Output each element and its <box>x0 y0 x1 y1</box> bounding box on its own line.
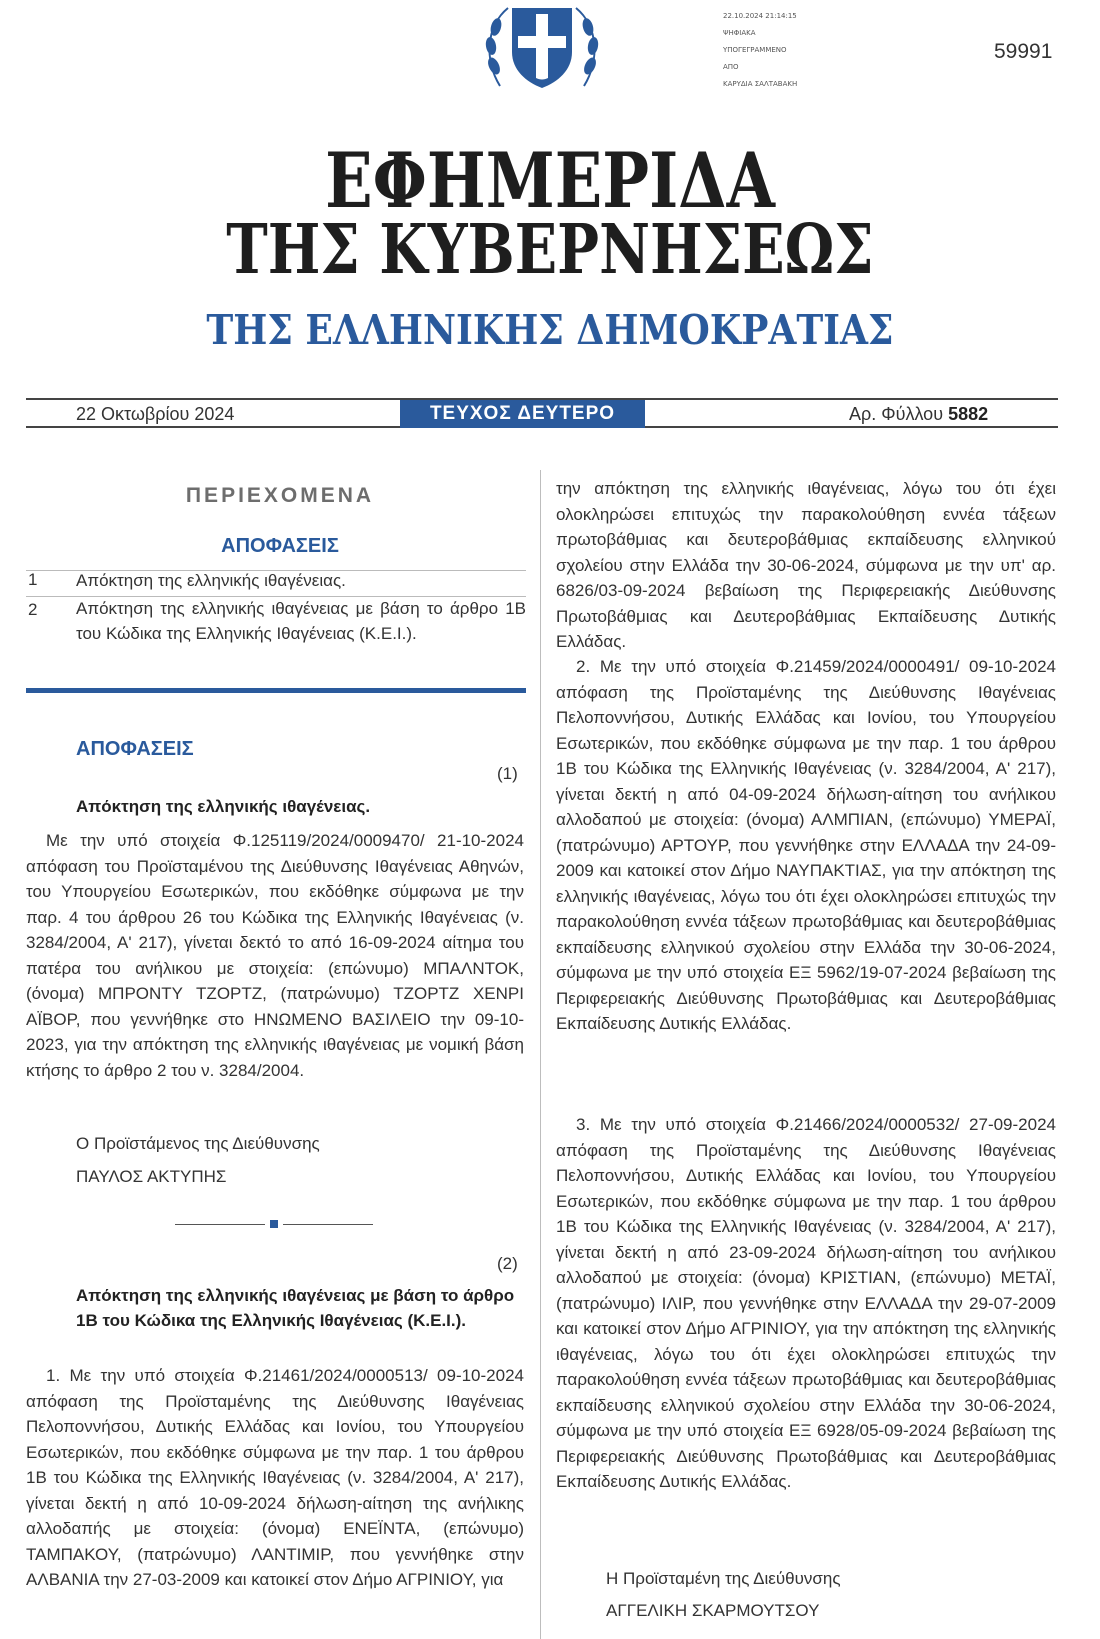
separator-dot <box>270 1220 278 1228</box>
decision-2-paragraph-3: 3. Με την υπό στοιχεία Φ.21466/2024/0000532/ 27-09-2024 απόφαση της Προϊσταμένης της Διεύθυνσης Ιθαγένειας Πελοποννήσου, Δυτικής Ελλάδας και Ιονίου, του Υπουργείου Εσωτερικών, που εκδόθηκε σύμφωνα με την παρ. 1 του άρθρου 1Β του Κώδικα της Ελληνικής Ιθαγένειας (ν. 3284/2004, Α' 217), γίνεται δεκτή η από 23-09-2024 δήλωση-αίτηση του ανήλικου αλλοδαπού με στοιχεία: (όνομα) ΚΡΙΣΤΙΑΝ, (επώνυμο) ΜΕΤΑΪ, (πατρώνυμο) ΙΛΙΡ, που γεννήθηκε στην ΕΛΛΑΔΑ την 29-07-2009 και κατοικεί στον Δήμο ΑΓΡΙΝΙΟΥ, για την απόκτηση της ελληνικής ιθαγένειας, λόγω του ότι έχει ολοκληρώσει επιτυχώς την παρακολούθηση εννέα τάξεων πρωτοβάθμιας και δευτεροβάθμιας εκπαίδευσης ελληνικού σχολείου στην Ελλάδα την 30-06-2024, σύμφωνα με την υπό στοιχεία ΕΞ 6928/05-09-2024 βεβαίωση της Περιφερειακής Διεύθυνσης Πρωτοβάθμιας και Δευτεροβάθμιας Εκπαίδευσης Δυτικής Ελλάδας. <box>556 1115 1056 1491</box>
gazette-title-line3: ΤΗΣ ΕΛΛΗΝΙΚΗΣ ΔΗΜΟΚΡΑΤΙΑΣ <box>206 306 894 354</box>
greek-coat-of-arms-icon <box>478 0 606 92</box>
toc-item-link[interactable]: Απόκτηση της ελληνικής ιθαγένειας με βάση το άρθρο 1Β του Κώδικα της Ελληνικής Ιθαγένειας (Κ.Ε.Ι.). <box>76 599 526 643</box>
decision-2-signer-title: Η Προϊσταμένη της Διεύθυνσης <box>606 1569 841 1588</box>
decision-1-body: Με την υπό στοιχεία Φ.125119/2024/0009470/ 21-10-2024 απόφαση του Προϊσταμένου της Διεύθυνσης Ιθαγένειας Αθηνών, του Υπουργείου Εσωτερικών, που εκδόθηκε σύμφωνα με την παρ. 4 του άρθρου 26 του Κώδικα της Ελληνικής Ιθαγένειας (ν. 3284/2004, Α' 217), γίνεται δεκτό το από 16-09-2024 αίτημα του πατέρα του ανήλικου με στοιχεία: (επώνυμο) ΜΠΑΛΝΤΟΚ, (όνομα) ΜΠΡΟΝΤΥ ΤΖΟΡΤΖ, (πατρώνυμο) ΤΖΟΡΤΖ ΧΕΝΡΙ ΑΪΒΟΡ, που γεννήθηκε στο ΗΝΩΜΕΝΟ ΒΑΣΙΛΕΙΟ την 09-10-2023, για την απόκτηση της ελληνικής ιθαγένειας με νομική βάση κτήσης το άρθρο 2 του ν. 3284/2004. <box>26 831 524 1080</box>
contents-bottom-rule <box>26 688 526 693</box>
toc-item-link[interactable]: Απόκτηση της ελληνικής ιθαγένειας. <box>76 571 346 590</box>
decision-1-title: Απόκτηση της ελληνικής ιθαγένειας. <box>76 797 371 816</box>
decision-2-signer-name: ΑΓΓΕΛΙΚΗ ΣΚΑΡΜΟΥΤΣΟΥ <box>606 1601 820 1620</box>
stamp-line: ΥΠΟΓΕΓΡΑΜΜΕΝΟ <box>723 46 787 54</box>
separator-line-left <box>175 1224 265 1225</box>
stamp-line: ΑΠΟ <box>723 63 739 71</box>
issue-date: 22 Οκτωβρίου 2024 <box>76 404 235 424</box>
decision-1-ref: (1) <box>497 764 518 783</box>
decision-2-ref: (2) <box>497 1254 518 1273</box>
decision-2-title: Απόκτηση της ελληνικής ιθαγένειας με βάση το άρθρο 1Β του Κώδικα της Ελληνικής Ιθαγένειας (Κ.Ε.Ι.). <box>76 1286 515 1330</box>
decision-2-paragraph-2: 2. Με την υπό στοιχεία Φ.21459/2024/0000491/ 09-10-2024 απόφαση της Προϊσταμένης της Διεύθυνσης Ιθαγένειας Πελοποννήσου, Δυτικής Ελλάδας και Ιονίου, του Υπουργείου Εσωτερικών, που εκδόθηκε σύμφωνα με την παρ. 1 του άρθρου 1Β του Κώδικα της Ελληνικής Ιθαγένειας (ν. 3284/2004, Α' 217), γίνεται δεκτή η από 04-09-2024 δήλωση-αίτηση του ανήλικου αλλοδαπού με στοιχεία: (όνομα) ΑΛΜΠΙΑΝ, (επώνυμο) ΥΜΕΡΑΪ, (πατρώνυμο) ΑΡΤΟΥΡ, που γεννήθηκε στην ΕΛΛΑΔΑ την 24-09-2009 και κατοικεί στον Δήμο ΝΑΥΠΑΚΤΙΑΣ, για την απόκτηση της ελληνικής ιθαγένειας, λόγω του ότι έχει ολοκληρώσει επιτυχώς την παρακολούθηση εννέα τάξεων πρωτοβάθμιας και δευτεροβάθμιας εκπαίδευσης ελληνικού σχολείου στην Ελλάδα την 30-06-2024, σύμφωνα με την υπό στοιχεία ΕΞ 5962/19-07-2024 βεβαίωση της Περιφερειακής Διεύθυνσης Πρωτοβάθμιας και Δευτεροβάθμιας Εκπαίδευσης Δυτικής Ελλάδας. <box>556 657 1056 1033</box>
digital-signature-stamp <box>723 8 797 93</box>
gazette-title-line2: ΤΗΣ ΚΥΒΕΡΝΗΣΕΩΣ <box>226 210 874 290</box>
column-divider <box>540 470 541 1639</box>
issue-label: ΤΕΥΧΟΣ ΔΕΥΤΕΡΟ <box>400 400 645 428</box>
sheet-number <box>849 404 988 425</box>
contents-heading: ΠΕΡΙΕΧΟΜΕΝΑ <box>185 484 375 507</box>
toc-item-number: 1 <box>28 570 38 589</box>
stamp-line: ΚΑΡΥΔΙΑ ΣΑΛΤΑΒΑΚΗ <box>723 80 798 88</box>
decision-2-paragraph-1: 1. Με την υπό στοιχεία Φ.21461/2024/0000513/ 09-10-2024 απόφαση της Προϊσταμένης της Διεύθυνσης Ιθαγένειας Πελοποννήσου, Δυτικής Ελλάδας και Ιονίου, του Υπουργείου Εσωτερικών, που εκδόθηκε σύμφωνα με την παρ. 1 του άρθρου 1Β του Κώδικα της Ελληνικής Ιθαγένειας (ν. 3284/2004, Α' 217), γίνεται δεκτή η από 10-09-2024 δήλωση-αίτηση της ανήλικης αλλοδαπής με στοιχεία: (όνομα) ΕΝΕΪΝΤΑ, (επώνυμο) ΤΑΜΠΑΚΟΥ, (πατρώνυμο) ΛΑΝΤΙΜΙΡ, που γεννήθηκε στην ΑΛΒΑΝΙΑ την 27-03-2009 και κατοικεί στον Δήμο ΑΓΡΙΝΙΟΥ, για <box>26 1366 524 1589</box>
decision-1-signer-title: Ο Προϊστάμενος της Διεύθυνσης <box>76 1134 320 1153</box>
toc-item-number: 2 <box>28 600 38 619</box>
decisions-heading: ΑΠΟΦΑΣΕΙΣ <box>76 738 194 760</box>
page-number: 59991 <box>994 40 1053 63</box>
sheet-number-label: Αρ. Φύλλου <box>849 404 944 424</box>
decision-2-paragraph-1-continued: την απόκτηση της ελληνικής ιθαγένειας, λόγω του ότι έχει ολοκληρώσει επιτυχώς την παρακολούθηση εννέα τάξεων πρωτοβάθμιας και δευτεροβάθμιας εκπαίδευσης ελληνικού σχολείου στην Ελλάδα την 30-06-2024, σύμφωνα με την υπ' αρ. 6826/03-09-2024 βεβαίωση της Περιφερειακής Διεύθυνσης Πρωτοβάθμιας και Δευτεροβάθμιας Εκπαίδευσης Δυτικής Ελλάδας. <box>556 479 1056 651</box>
decision-1-signer-name: ΠΑΥΛΟΣ ΑΚΤΥΠΗΣ <box>76 1167 227 1186</box>
stamp-line: 22.10.2024 21:14:15 <box>723 12 797 20</box>
stamp-line: ΨΗΦΙΑΚΑ <box>723 29 756 37</box>
gazette-title-line1: ΕΦΗΜΕΡΙΔΑ <box>325 136 775 225</box>
sheet-number-value: 5882 <box>948 404 989 424</box>
separator-line-right <box>283 1224 373 1225</box>
contents-subheading: ΑΠΟΦΑΣΕΙΣ <box>221 535 339 557</box>
